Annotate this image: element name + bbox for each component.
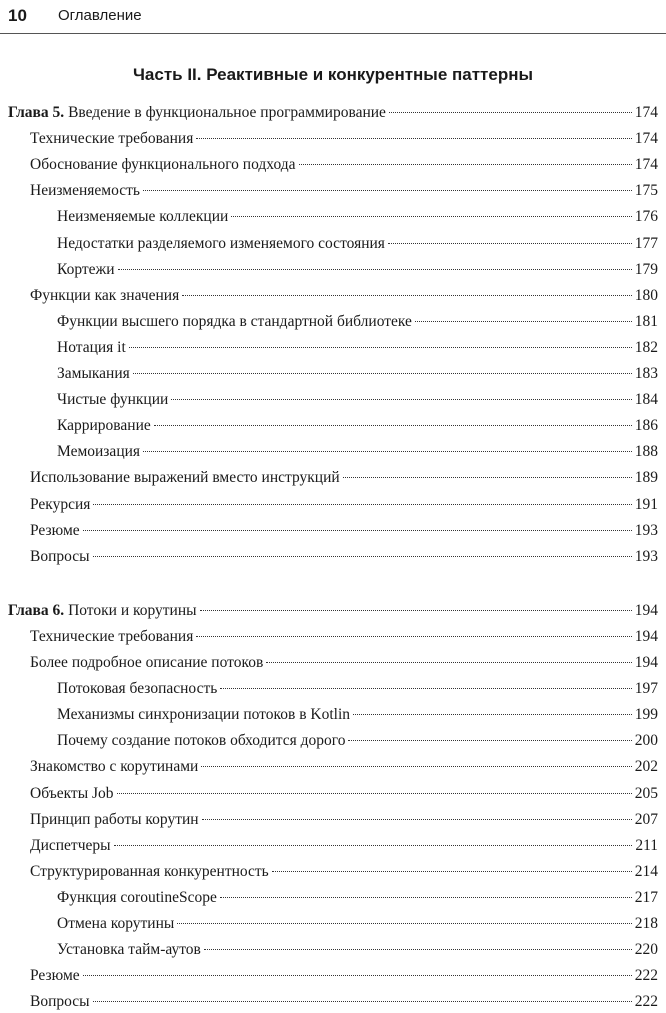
toc-title-text: Вопросы: [30, 993, 90, 1011]
toc-entry: [0, 783, 666, 805]
toc-entry-title: [30, 180, 140, 202]
toc-chapter: [0, 600, 666, 622]
part-title: Часть II. Реактивные и конкурентные паттерны: [132, 65, 533, 84]
dot-leader: [93, 504, 631, 505]
toc-page-number: 197: [634, 680, 658, 698]
toc-page-number: 184: [634, 391, 658, 409]
toc-page-number: 189: [634, 469, 658, 487]
toc-page-number: 183: [634, 365, 658, 382]
toc-title-text: Чистые функции: [57, 391, 169, 409]
dot-leader: [117, 793, 632, 794]
toc-entry-line: [57, 730, 658, 752]
dot-leader: [204, 949, 632, 950]
toc-page-number: 211: [635, 836, 658, 854]
toc-page-number: 177: [634, 234, 658, 252]
toc-entry: [0, 259, 666, 281]
toc-entry-title: [30, 835, 111, 857]
toc-page-number: 176: [634, 208, 658, 226]
running-title: Оглавление: [58, 7, 142, 24]
toc-title-text: Неизменяемые коллекции: [57, 208, 229, 226]
toc-title-text: Потоки и корутины: [68, 601, 197, 619]
dot-leader: [143, 451, 632, 452]
toc-page-number: 180: [634, 286, 658, 304]
toc-entry: [0, 363, 666, 385]
toc-entry-line: [30, 965, 658, 987]
dot-leader: [93, 556, 632, 557]
toc-entry: [0, 730, 666, 752]
toc-entry-line: [57, 363, 658, 385]
toc-entry: [0, 154, 666, 176]
toc-entry-line: [30, 285, 658, 307]
toc-title-text: Отмена корутины: [57, 915, 175, 932]
toc-entry-title: [57, 441, 140, 463]
toc-title-text: Диспетчеры: [30, 836, 111, 854]
toc-entry-title: [30, 626, 193, 648]
toc-entry-title: [57, 415, 151, 437]
toc-entry: [0, 180, 666, 202]
toc-title-text: Функции высшего порядка в стандартной библиотеке: [57, 312, 412, 330]
toc-page-number: 214: [634, 862, 658, 880]
toc-entry: [0, 285, 666, 307]
toc-entry-title: [30, 285, 179, 307]
toc-entry: [0, 206, 666, 228]
dot-leader: [202, 819, 632, 820]
toc-entry: [0, 887, 666, 909]
toc-title-text: Потоковая безопасность: [57, 680, 218, 698]
toc-entry-title: [30, 467, 340, 489]
toc-page-number: 182: [634, 338, 658, 356]
toc-entry-title: [30, 965, 80, 987]
toc-entry: [0, 233, 666, 255]
toc-entry-title: [30, 991, 90, 1013]
toc-entry: [0, 861, 666, 883]
toc-entry: [0, 626, 666, 648]
toc-page-number: 186: [634, 417, 658, 435]
toc-page-number: 217: [634, 888, 658, 906]
toc-entry-line: [30, 626, 658, 648]
toc-entry: [0, 415, 666, 437]
toc-entry-title: [57, 259, 115, 281]
toc-title-text: Технические требования: [30, 130, 194, 148]
dot-leader: [171, 399, 631, 400]
toc-entry-title: [8, 600, 197, 622]
toc-title-text: Каррирование: [57, 417, 151, 435]
toc-entry-line: [30, 128, 658, 150]
toc-title-text: Технические требования: [30, 627, 194, 645]
toc-entry-line: [57, 415, 658, 437]
toc-title-text: Знакомство с корутинами: [30, 758, 199, 776]
toc-entry: [0, 678, 666, 700]
toc-title-text: Замыкания: [57, 365, 130, 382]
dot-leader: [266, 662, 631, 663]
toc-title-text: Неизменяемость: [30, 182, 140, 200]
toc-entry-title: [30, 494, 90, 516]
dot-leader: [83, 530, 632, 531]
toc-entry-title: [57, 363, 130, 385]
dot-leader: [353, 714, 632, 715]
toc-title-text: Функция coroutineScope: [57, 888, 217, 906]
toc-entry: [0, 835, 666, 857]
toc-entry-line: [30, 494, 658, 516]
dot-leader: [114, 845, 633, 846]
dot-leader: [93, 1001, 632, 1002]
toc-entry-line: [57, 337, 658, 359]
dot-leader: [388, 243, 632, 244]
toc-entry-title: [30, 783, 114, 805]
toc-entry: [0, 965, 666, 987]
toc-title-text: Резюме: [30, 521, 80, 539]
dot-leader: [343, 477, 632, 478]
toc-title-text: Функции как значения: [30, 286, 180, 304]
toc-entry: [0, 756, 666, 778]
toc-entry-line: [57, 678, 658, 700]
toc-page-number: 222: [634, 967, 658, 985]
toc-entry-line: [57, 887, 658, 909]
toc-entry-title: [30, 154, 296, 176]
dot-leader: [299, 164, 632, 165]
toc-page-number: 193: [634, 547, 658, 565]
toc-entry: [0, 441, 666, 463]
toc-page-number: 174: [634, 104, 658, 121]
toc-page-number: 207: [634, 810, 658, 828]
dot-leader: [220, 897, 632, 898]
toc-entry-title: [57, 389, 168, 411]
toc-entry-line: [30, 652, 658, 674]
toc-entry-line: [30, 861, 658, 883]
dot-leader: [415, 321, 632, 322]
dot-leader: [231, 216, 631, 217]
dot-leader: [129, 347, 632, 348]
toc-entry-line: [57, 913, 658, 935]
toc-page-number: 174: [634, 156, 658, 174]
dot-leader: [196, 636, 631, 637]
toc-entry-title: [57, 939, 201, 961]
toc-title-text: Введение в функциональное программирование: [68, 104, 386, 121]
toc-entry: [0, 652, 666, 674]
dot-leader: [143, 190, 632, 191]
dot-leader: [389, 112, 632, 113]
toc-title-text: Принцип работы корутин: [30, 810, 199, 828]
toc-entry-line: [30, 783, 658, 805]
toc-page-number: 218: [634, 915, 658, 932]
toc-page-number: 194: [634, 627, 658, 645]
toc-chapter: [0, 102, 666, 124]
toc-entry-line: [57, 233, 658, 255]
dot-leader: [200, 610, 632, 611]
dot-leader: [177, 923, 631, 924]
toc-page-number: 174: [634, 130, 658, 148]
toc-page-number: 200: [634, 732, 658, 750]
toc-entry-title: [57, 913, 174, 935]
toc-entry: [0, 809, 666, 831]
toc-title-text: Объекты Job: [30, 784, 114, 802]
toc-entry-line: [8, 600, 658, 622]
toc-title-text: Структурированная конкурентность: [30, 862, 269, 880]
toc-title-text: Вопросы: [30, 547, 90, 565]
toc-title-text: Использование выражений вместо инструкций: [30, 469, 340, 487]
dot-leader: [220, 688, 631, 689]
toc-entry-title: [30, 520, 80, 542]
toc-entry-line: [30, 180, 658, 202]
chapter-label: Глава 5.: [8, 104, 65, 121]
page-header: [0, 0, 666, 34]
toc-title-text: Мемоизация: [57, 443, 141, 461]
toc-title-text: Нотация it: [57, 338, 126, 356]
toc-entry-title: [30, 861, 269, 883]
toc-title-text: Почему создание потоков обходится дорого: [57, 732, 346, 750]
toc-title-text: Недостатки разделяемого изменяемого состояния: [57, 234, 385, 252]
toc-title-text: Обоснование функционального подхода: [30, 156, 296, 174]
toc-entry: [0, 389, 666, 411]
toc-title-text: Более подробное описание потоков: [30, 654, 264, 671]
toc-entry-title: [8, 102, 386, 124]
toc-entry-title: [30, 128, 193, 150]
toc-title-text: Резюме: [30, 967, 80, 985]
toc-page-number: 175: [634, 182, 658, 200]
toc-entry-title: [30, 546, 90, 568]
toc-entry-title: [57, 311, 412, 333]
toc-entry-line: [57, 389, 658, 411]
toc-page-number: 194: [634, 654, 658, 671]
chapter-label: Глава 6.: [8, 601, 65, 619]
toc-title-text: Рекурсия: [30, 495, 91, 513]
toc-page-number: 205: [634, 784, 658, 802]
toc-entry-title: [57, 730, 345, 752]
toc-entry-line: [30, 991, 658, 1013]
toc-entry-line: [8, 102, 658, 124]
toc-page-number: 193: [634, 521, 658, 539]
toc-entry: [0, 337, 666, 359]
toc-page-number: 191: [634, 495, 658, 513]
toc-entry-line: [30, 154, 658, 176]
toc-entry-title: [57, 233, 385, 255]
page-number: 10: [8, 6, 27, 25]
toc-entry: [0, 913, 666, 935]
toc-entry-line: [30, 520, 658, 542]
dot-leader: [348, 740, 631, 741]
toc-entry: [0, 991, 666, 1013]
toc-page-number: 179: [634, 260, 658, 278]
toc-entry-title: [30, 756, 198, 778]
toc-page-number: 222: [634, 993, 658, 1011]
toc-entry: [0, 128, 666, 150]
toc-entry: [0, 520, 666, 542]
toc-entry-title: [57, 337, 126, 359]
toc-page-number: 194: [634, 601, 658, 619]
dot-leader: [196, 138, 631, 139]
toc-entry: [0, 494, 666, 516]
toc-entry-title: [30, 652, 263, 674]
toc-entry-title: [30, 809, 199, 831]
toc-entry-line: [30, 809, 658, 831]
toc-entry: [0, 704, 666, 726]
dot-leader: [118, 269, 632, 270]
toc-entry-title: [57, 704, 350, 726]
toc-title-text: Установка тайм-аутов: [57, 941, 201, 959]
toc-entry-title: [57, 206, 228, 228]
toc-entry: [0, 546, 666, 568]
toc-entry-line: [30, 756, 658, 778]
toc-entry: [0, 939, 666, 961]
dot-leader: [154, 425, 632, 426]
toc-entry-line: [57, 441, 658, 463]
dot-leader: [83, 975, 632, 976]
toc-entry-line: [30, 546, 658, 568]
toc-title-text: Кортежи: [57, 260, 115, 278]
toc-entry: [0, 311, 666, 333]
toc-entry-line: [57, 259, 658, 281]
dot-leader: [272, 871, 632, 872]
toc-page-number: 188: [634, 443, 658, 461]
toc-entry-title: [57, 887, 217, 909]
toc-page-number: 181: [634, 312, 658, 330]
dot-leader: [201, 766, 631, 767]
toc-page-number: 220: [634, 941, 658, 959]
toc-entry-line: [57, 704, 658, 726]
dot-leader: [133, 373, 632, 374]
toc-page-number: 199: [634, 706, 658, 724]
toc-entry: [0, 467, 666, 489]
toc-entry-line: [30, 467, 658, 489]
dot-leader: [182, 295, 632, 296]
toc-page-number: 202: [634, 758, 658, 776]
toc-title-text: Механизмы синхронизации потоков в Kotlin: [57, 706, 350, 724]
toc-entry-line: [57, 939, 658, 961]
toc-entry-title: [57, 678, 217, 700]
toc-entry-line: [57, 206, 658, 228]
toc-entry-line: [30, 835, 658, 857]
toc-entry-line: [57, 311, 658, 333]
